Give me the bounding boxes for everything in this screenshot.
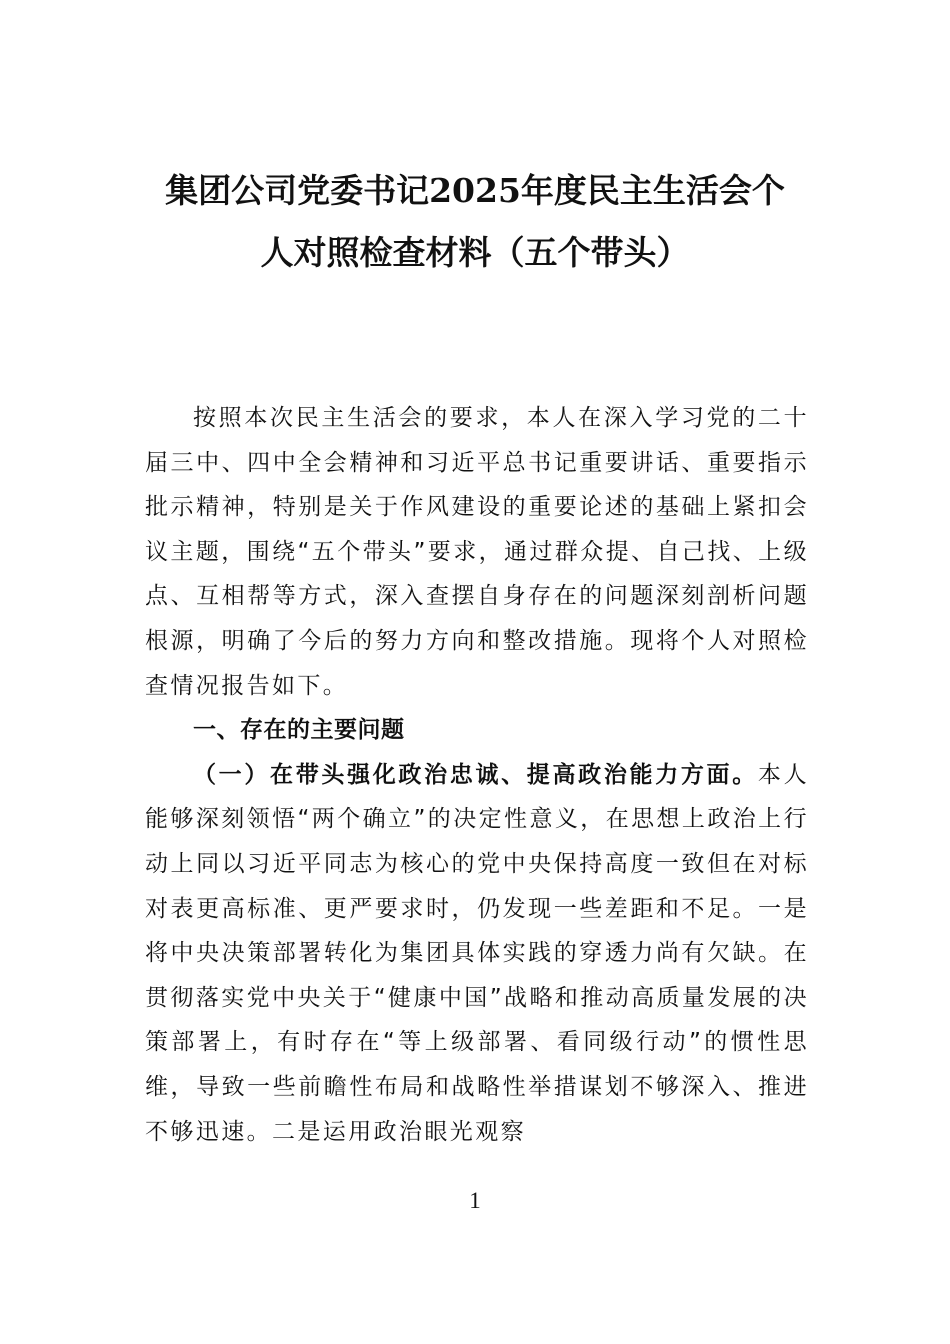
document-body (145, 396, 809, 1154)
title-line-1: 集团公司党委书记2025年度民主生活会个 (165, 171, 785, 210)
title-line-2: 人对照检查材料（五个带头） (260, 233, 690, 272)
page-number: 1 (469, 1188, 481, 1213)
section-heading-problems: 一、存在的主要问题 (193, 717, 405, 744)
subsection-body-1: 本人能够深刻领悟“两个确立”的决定性意义，在思想上政治上行动上同以习近平同志为核心的党中央保持高度一致但在对标对表更高标准、更严要求时，仍发现一些差距和不足。一是将中央决策部署转化为集团具体实践的穿透力尚有欠缺。在贯彻落实党中央关于“健康中国”战略和推动高质量发展的决策部署上，有时存在“等上级部署、看同级行动”的惯性思维，导致一些前瞻性布局和战略性举措谋划不够深入、推进不够迅速。二是运用政治眼光观察 (145, 761, 809, 1145)
subsection-paragraph-1 (145, 753, 809, 1154)
document-title (120, 160, 830, 284)
intro-paragraph: 按照本次民主生活会的要求，本人在深入学习党的二十届三中、四中全会精神和习近平总书记重要讲话、重要指示批示精神，特别是关于作风建设的重要论述的基础上紧扣会议主题，围绕“五个带头”要求，通过群众提、自己找、上级点、互相帮等方式，深入查摆自身存在的问题深刻剖析问题根源，明确了今后的努力方向和整改措施。现将个人对照检查情况报告如下。 (145, 405, 809, 699)
subsection-heading-1: （一）在带头强化政治忠诚、提高政治能力方面。 (193, 761, 758, 788)
